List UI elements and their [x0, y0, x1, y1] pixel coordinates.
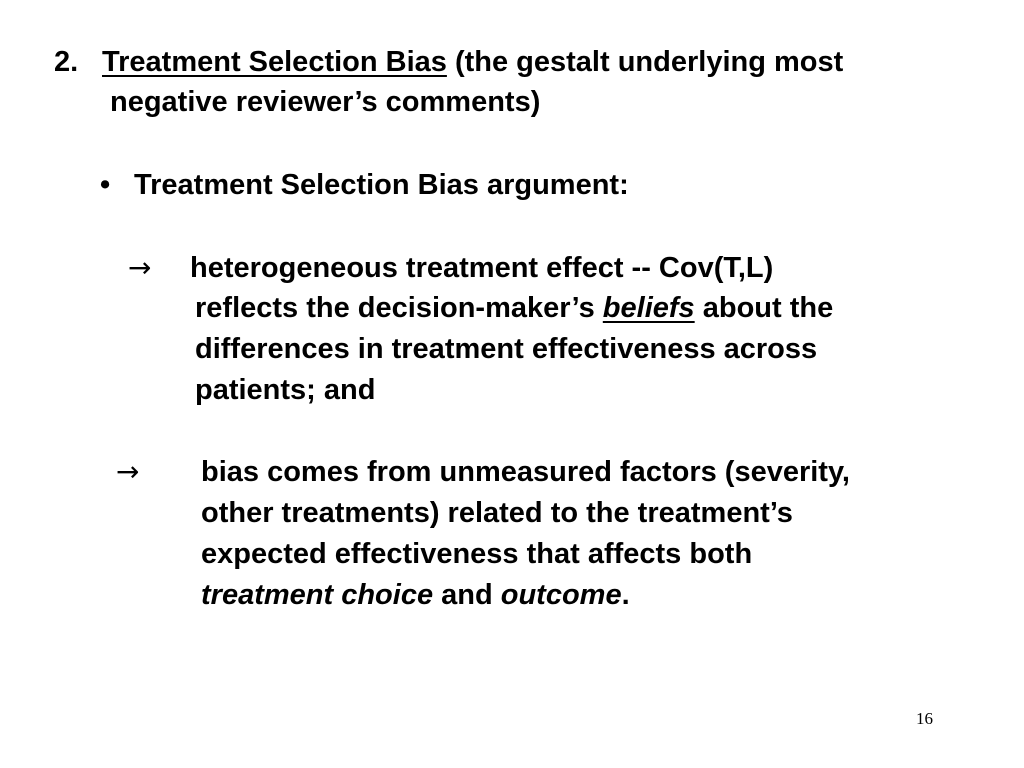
bullet-text: Treatment Selection Bias argument:	[134, 169, 629, 201]
point2-text-and: and	[433, 579, 501, 611]
point1-text-4: patients; and	[195, 374, 376, 406]
heading-rest-line-1: (the gestalt underlying most	[446, 46, 844, 78]
arrow-right-icon: →	[128, 251, 152, 284]
bullet-symbol-line	[100, 165, 110, 205]
point1-line-3	[195, 329, 817, 369]
heading-rest-line-2: negative reviewer’s comments)	[110, 86, 541, 118]
heading-title-line	[102, 42, 843, 82]
point1-text-2b: about the	[694, 292, 834, 324]
point1-text-1: heterogeneous treatment effect -- Cov(T,L)	[190, 252, 774, 284]
heading-number: 2.	[54, 46, 79, 78]
point1-text-3: differences in treatment effectiveness across	[195, 333, 818, 365]
point2-line-1	[201, 452, 850, 492]
point1-text-2a: reflects the decision-maker’s	[195, 292, 603, 324]
point2-text-3: expected effectiveness that affects both	[201, 538, 753, 570]
heading-line-1	[54, 42, 78, 82]
page-number: 16	[916, 709, 933, 728]
bullet-text-line	[134, 165, 629, 205]
point1-line-2	[195, 288, 833, 328]
point1-line-4	[195, 370, 375, 410]
arrow-right-icon: →	[116, 455, 140, 488]
point2-text-2: other treatments) related to the treatment’s	[201, 497, 793, 529]
point1-line-1	[190, 248, 773, 288]
heading-line-2	[110, 82, 540, 122]
point2-line-2	[201, 493, 793, 533]
bullet-icon: •	[100, 169, 111, 201]
point2-text-1: bias comes from unmeasured factors (severity,	[201, 456, 850, 488]
point2-emphasis-treatment-choice: treatment choice	[201, 579, 434, 611]
heading-title: Treatment Selection Bias	[102, 46, 447, 78]
point1-emphasis-beliefs: beliefs	[602, 292, 695, 324]
point2-period: .	[621, 579, 630, 611]
point2-emphasis-outcome: outcome	[500, 579, 622, 611]
point2-line-4	[201, 575, 630, 615]
point2-line-3	[201, 534, 752, 574]
